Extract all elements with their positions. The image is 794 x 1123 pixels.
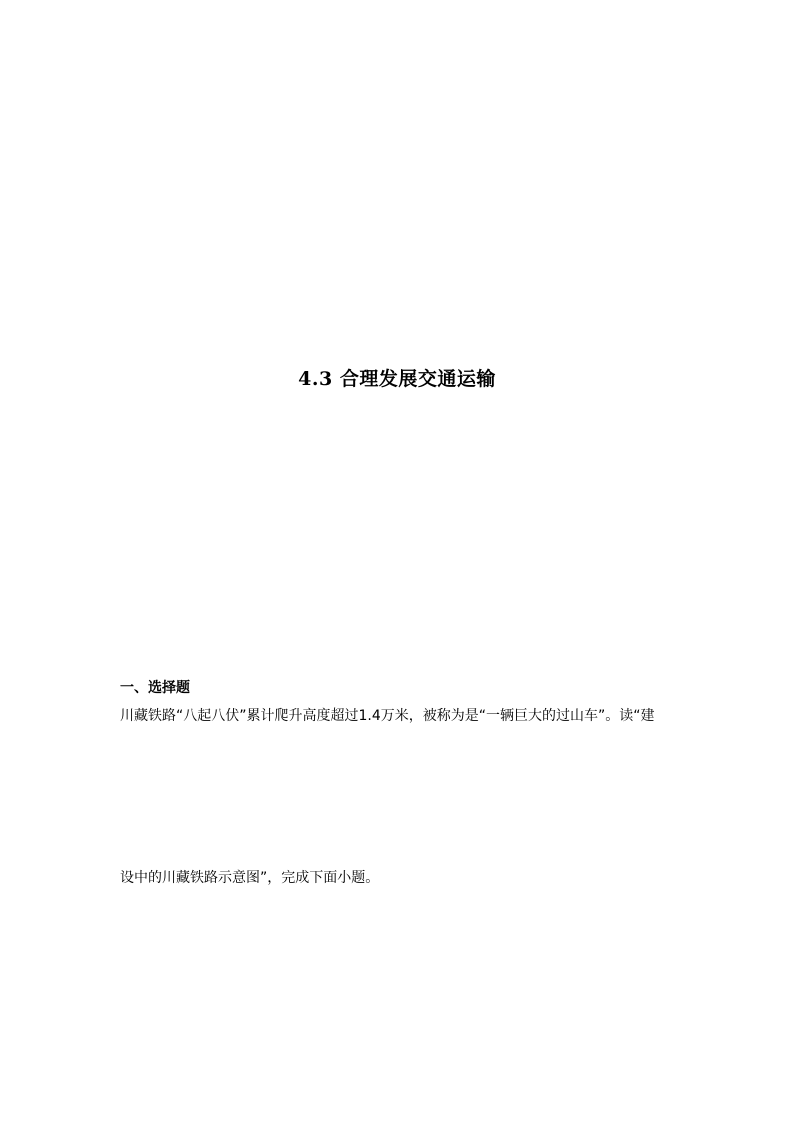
section-heading-multiple-choice: 一、选择题 bbox=[120, 680, 190, 696]
page-title: 4.3 合理发展交通运输 bbox=[298, 368, 496, 390]
question-intro-line-1: 川藏铁路“八起八伏”累计爬升高度超过1.4万米，被称为是“一辆巨大的过山车”。读“建 bbox=[120, 708, 655, 724]
question-intro-line-2: 设中的川藏铁路示意图”，完成下面小题。 bbox=[120, 870, 380, 886]
